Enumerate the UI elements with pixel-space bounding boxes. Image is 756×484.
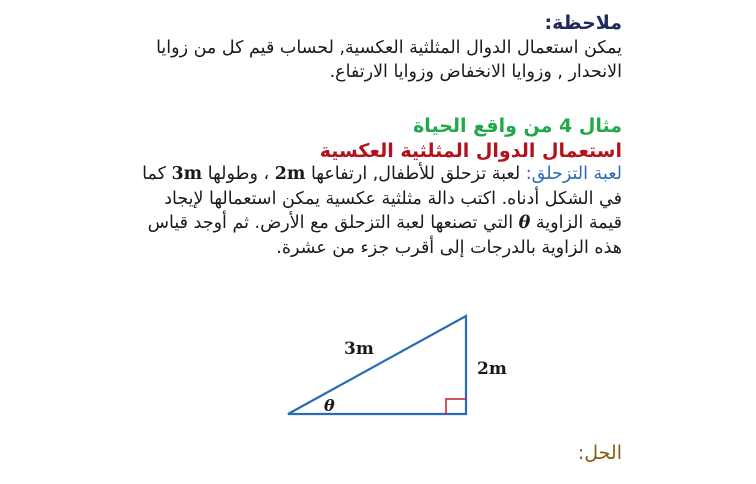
problem-statement xyxy=(132,162,622,260)
triangle xyxy=(288,316,466,414)
problem-text-1: لعبة تزحلق للأطفال, ارتفاعها xyxy=(305,164,526,184)
length-value: 3m xyxy=(171,164,203,184)
angle-symbol: θ xyxy=(518,213,531,233)
slide-triangle-figure xyxy=(280,308,507,423)
problem-text-2: ، وطولها xyxy=(202,164,275,184)
height-label: 2m xyxy=(477,359,507,379)
problem-text-4: التي تصنعها لعبة التزحلق مع الأرض. ثم أوجد قياس هذه الزاوية بالدرجات إلى أقرب جزء من عشرة. xyxy=(147,213,622,258)
example-subtitle: استعمال الدوال المثلثية العكسية xyxy=(319,140,622,162)
problem-text-3: كما في الشكل أدناه. اكتب دالة مثلثية عكسية يمكن استعمالها لإيجاد قيمة الزاوية xyxy=(142,164,622,233)
note-title: ملاحظة: xyxy=(544,12,622,34)
height-value: 2m xyxy=(274,164,306,184)
right-angle-marker xyxy=(446,399,466,414)
solution-label: الحل: xyxy=(577,442,622,464)
angle-label: θ xyxy=(324,396,335,415)
note-body: يمكن استعمال الدوال المثلثية العكسية, لحساب قيم كل من زوايا الانحدار , وزوايا الانخفاض وزوايا الارتفاع. xyxy=(156,38,622,82)
problem-lead: لعبة التزحلق: xyxy=(525,164,622,184)
example-title: مثال 4 من واقع الحياة xyxy=(413,115,622,137)
hypotenuse-label: 3m xyxy=(344,339,374,359)
